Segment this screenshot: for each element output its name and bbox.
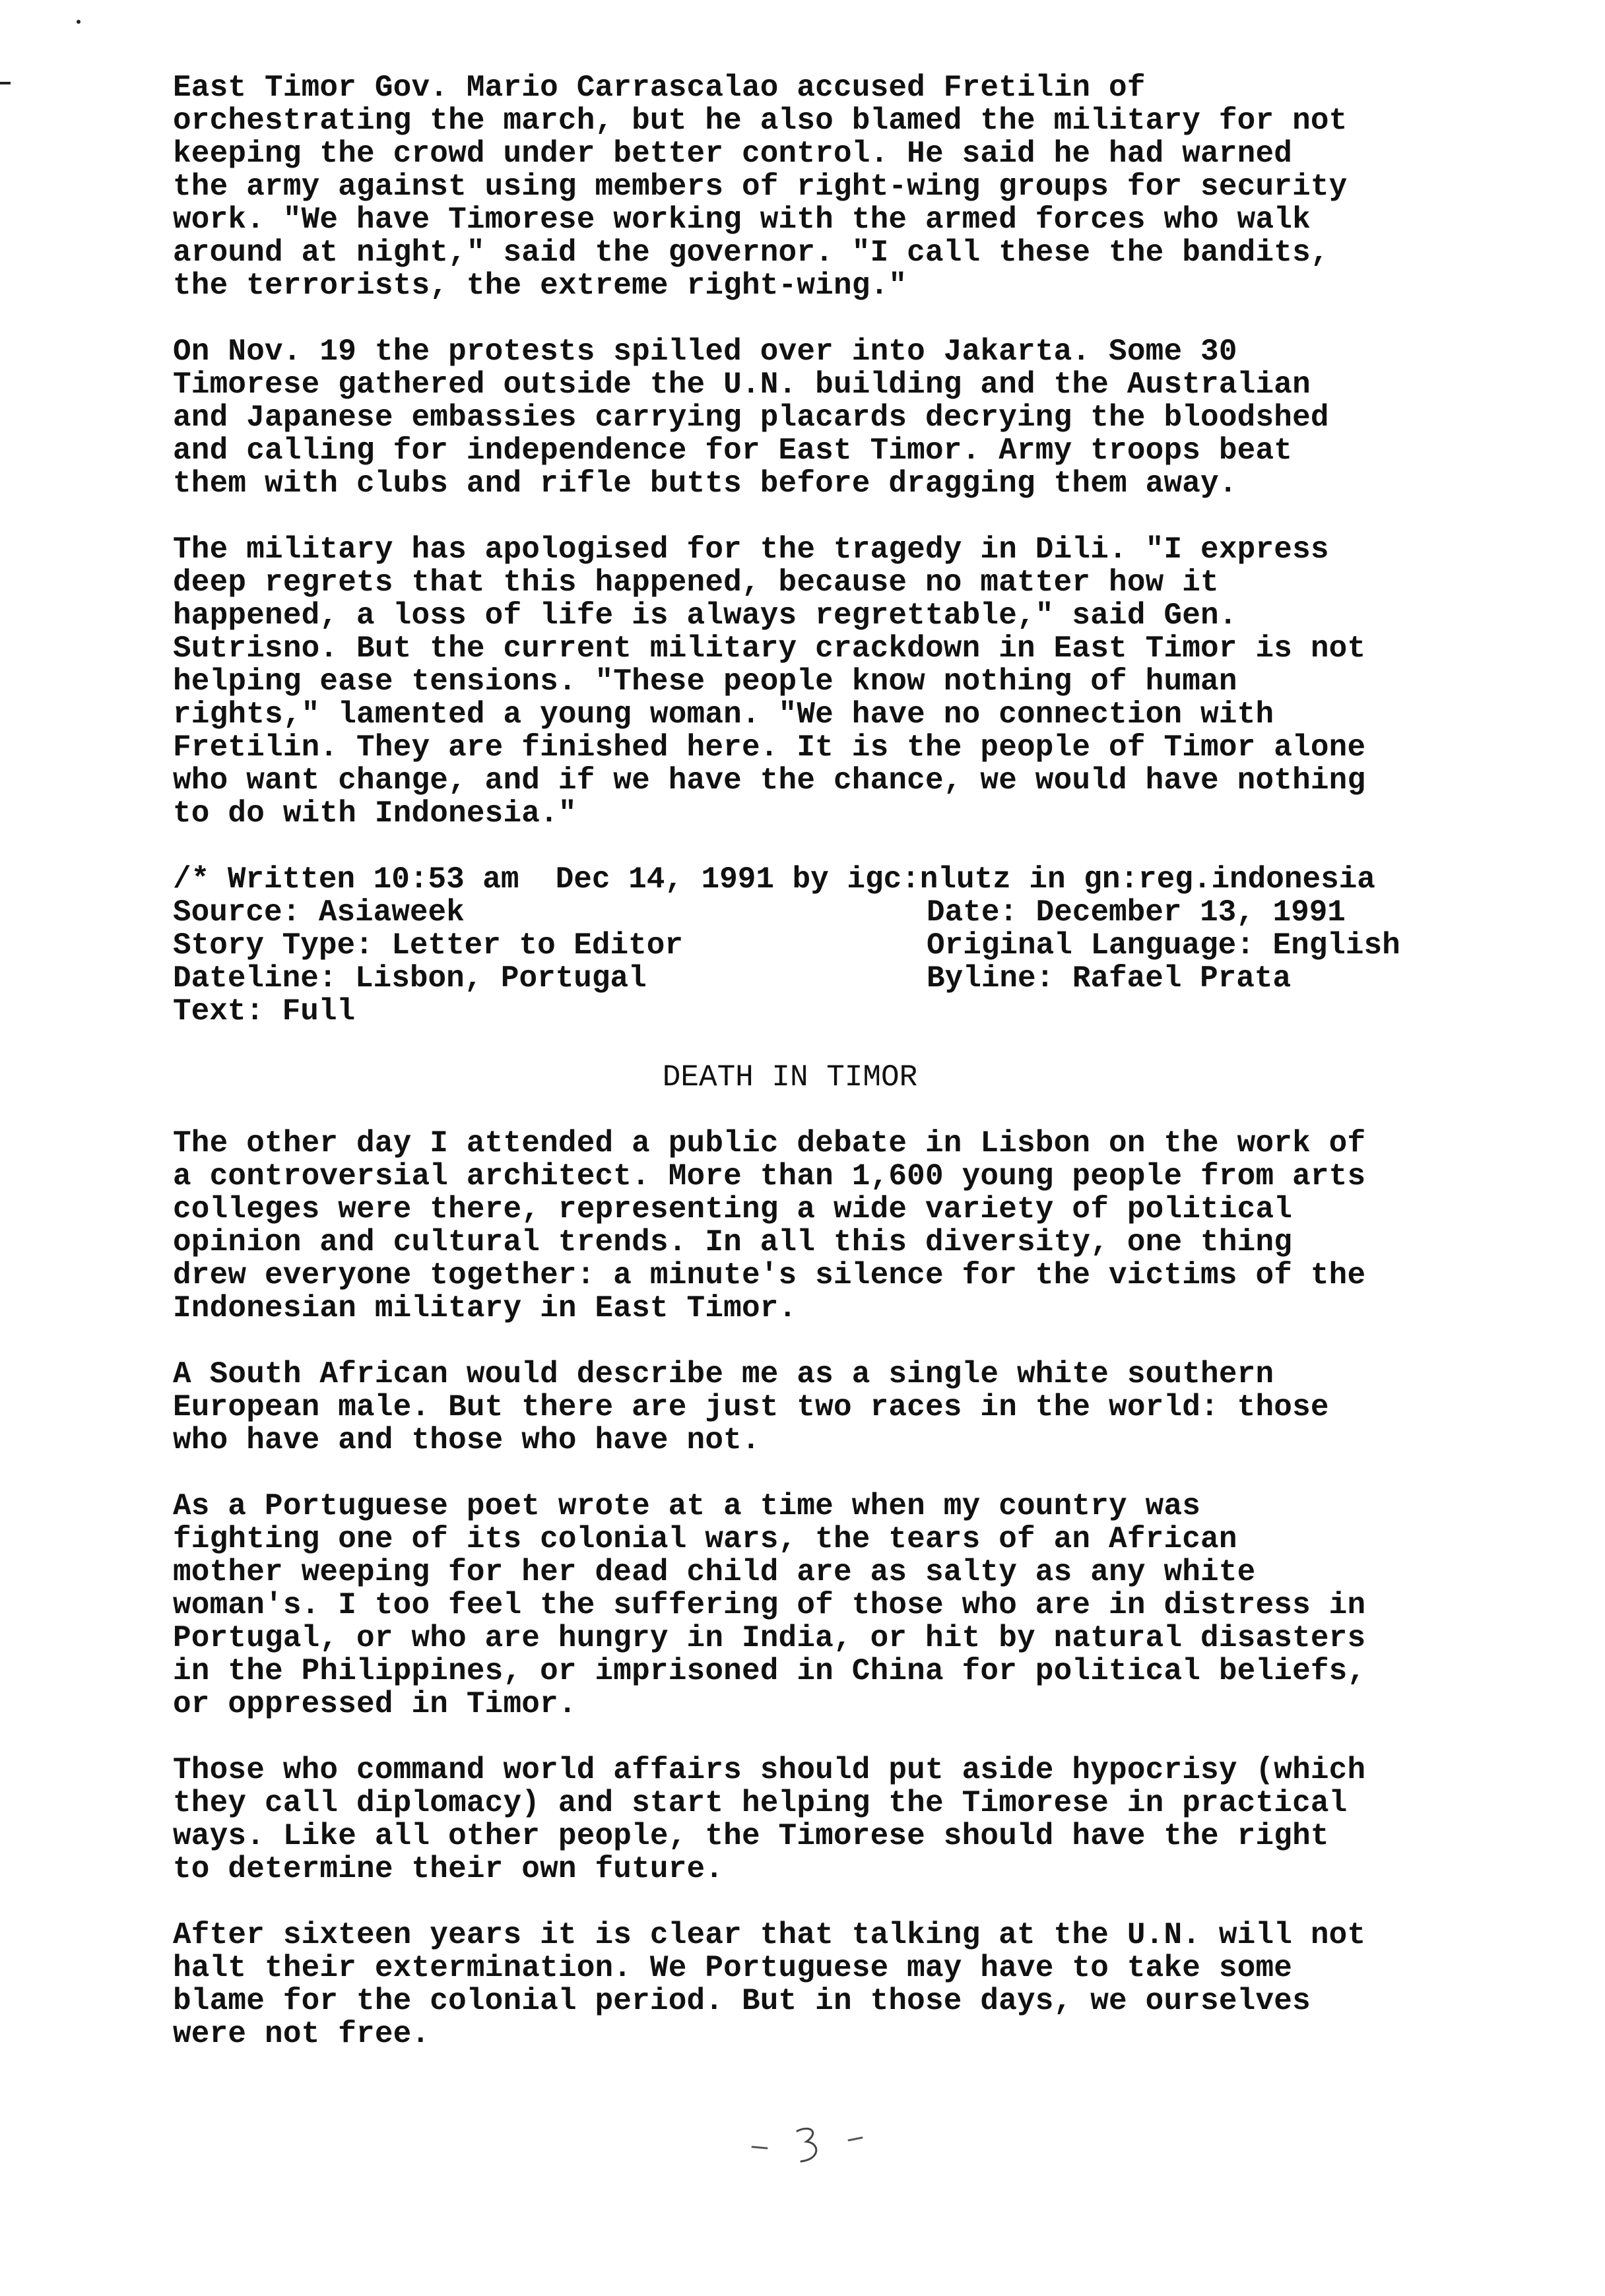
metadata-row-text xyxy=(173,995,1493,1028)
metadata-row-source xyxy=(173,896,1493,929)
story-metadata xyxy=(173,863,1493,1028)
byline-field: Byline: Rafael Prata xyxy=(927,961,1292,996)
original-language-field: Original Language: English xyxy=(927,928,1400,963)
source-field: Source: Asiaweek xyxy=(173,895,465,930)
story-type-field: Story Type: Letter to Editor xyxy=(173,928,683,963)
paragraph-governor: East Timor Gov. Mario Carrascalao accused Fretilin of orchestrating the march, but he also blamed the military for not keeping the crowd under better control. He said he had warned the army against using members of right-wing groups for security work. "We have Timorese working with the armed forces who walk around at night," said the governor. "I call these the bandits, the terrorists, the extreme right-wing." xyxy=(173,71,1348,303)
paragraph-sixteen-years: After sixteen years it is clear that talking at the U.N. will not halt their extermination. We Portuguese may have to take some blame for the colonial period. But in those days, we ourselves were not free. xyxy=(173,1918,1366,2051)
article-headline: DEATH IN TIMOR xyxy=(662,1060,918,1095)
dateline-field: Dateline: Lisbon, Portugal xyxy=(173,961,647,996)
document-page xyxy=(173,71,1493,2084)
written-line xyxy=(173,863,1493,896)
text-field: Text: Full xyxy=(173,994,356,1029)
metadata-row-dateline xyxy=(173,962,1493,995)
scan-speck xyxy=(77,20,81,24)
paragraph-world-affairs: Those who command world affairs should put aside hypocrisy (which they call diplomacy) and start helping the Timorese in practical ways. Like all other people, the Timorese should have the right to determine their own future. xyxy=(173,1753,1366,1886)
scan-dash xyxy=(0,82,11,84)
written-text: /* Written 10:53 am Dec 14, 1991 by igc:nlutz in gn:reg.indonesia xyxy=(173,862,1375,897)
paragraph-two-races: A South African would describe me as a single white southern European male. But there are just two races in the world: those who have and those who have not. xyxy=(173,1357,1329,1457)
paragraph-lisbon-debate: The other day I attended a public debate in Lisbon on the work of a controversial architect. More than 1,600 young people from arts colleges were there, representing a wide variety of political opinion and cultural trends. In all this diversity, one thing drew everyone together: a minute's silence for the victims of the Indonesian military in East Timor. xyxy=(173,1126,1366,1325)
paragraph-military-apology: The military has apologised for the tragedy in Dili. "I express deep regrets that this happened, because no matter how it happened, a loss of life is always regrettable," said Gen. Sutrisno. But the current military crackdown in East Timor is not helping ease tensions. "These people know nothing of human rights," lamented a young woman. "We have no connection with Fretilin. They are finished here. It is the people of Timor alone who want change, and if we have the chance, we would have nothing to do with Indonesia." xyxy=(173,532,1366,831)
handwritten-page-number xyxy=(733,2123,891,2169)
date-field: Date: December 13, 1991 xyxy=(927,895,1346,930)
paragraph-jakarta-protests: On Nov. 19 the protests spilled over into Jakarta. Some 30 Timorese gathered outside the U.N. building and the Australian and Japanese embassies carrying placards decrying the bloodshed and calling for independence for East Timor. Army troops beat them with clubs and rifle butts before dragging them away. xyxy=(173,335,1329,501)
paragraph-portuguese-poet: As a Portuguese poet wrote at a time when my country was fighting one of its colonial wars, the tears of an African mother weeping for her dead child are as salty as any white woman's. I too feel the suffering of those who are in distress in Portugal, or who are hungry in India, or hit by natural disasters in the Philippines, or imprisoned in China for political beliefs, or oppressed in Timor. xyxy=(173,1489,1366,1721)
metadata-row-story-type xyxy=(173,929,1493,962)
